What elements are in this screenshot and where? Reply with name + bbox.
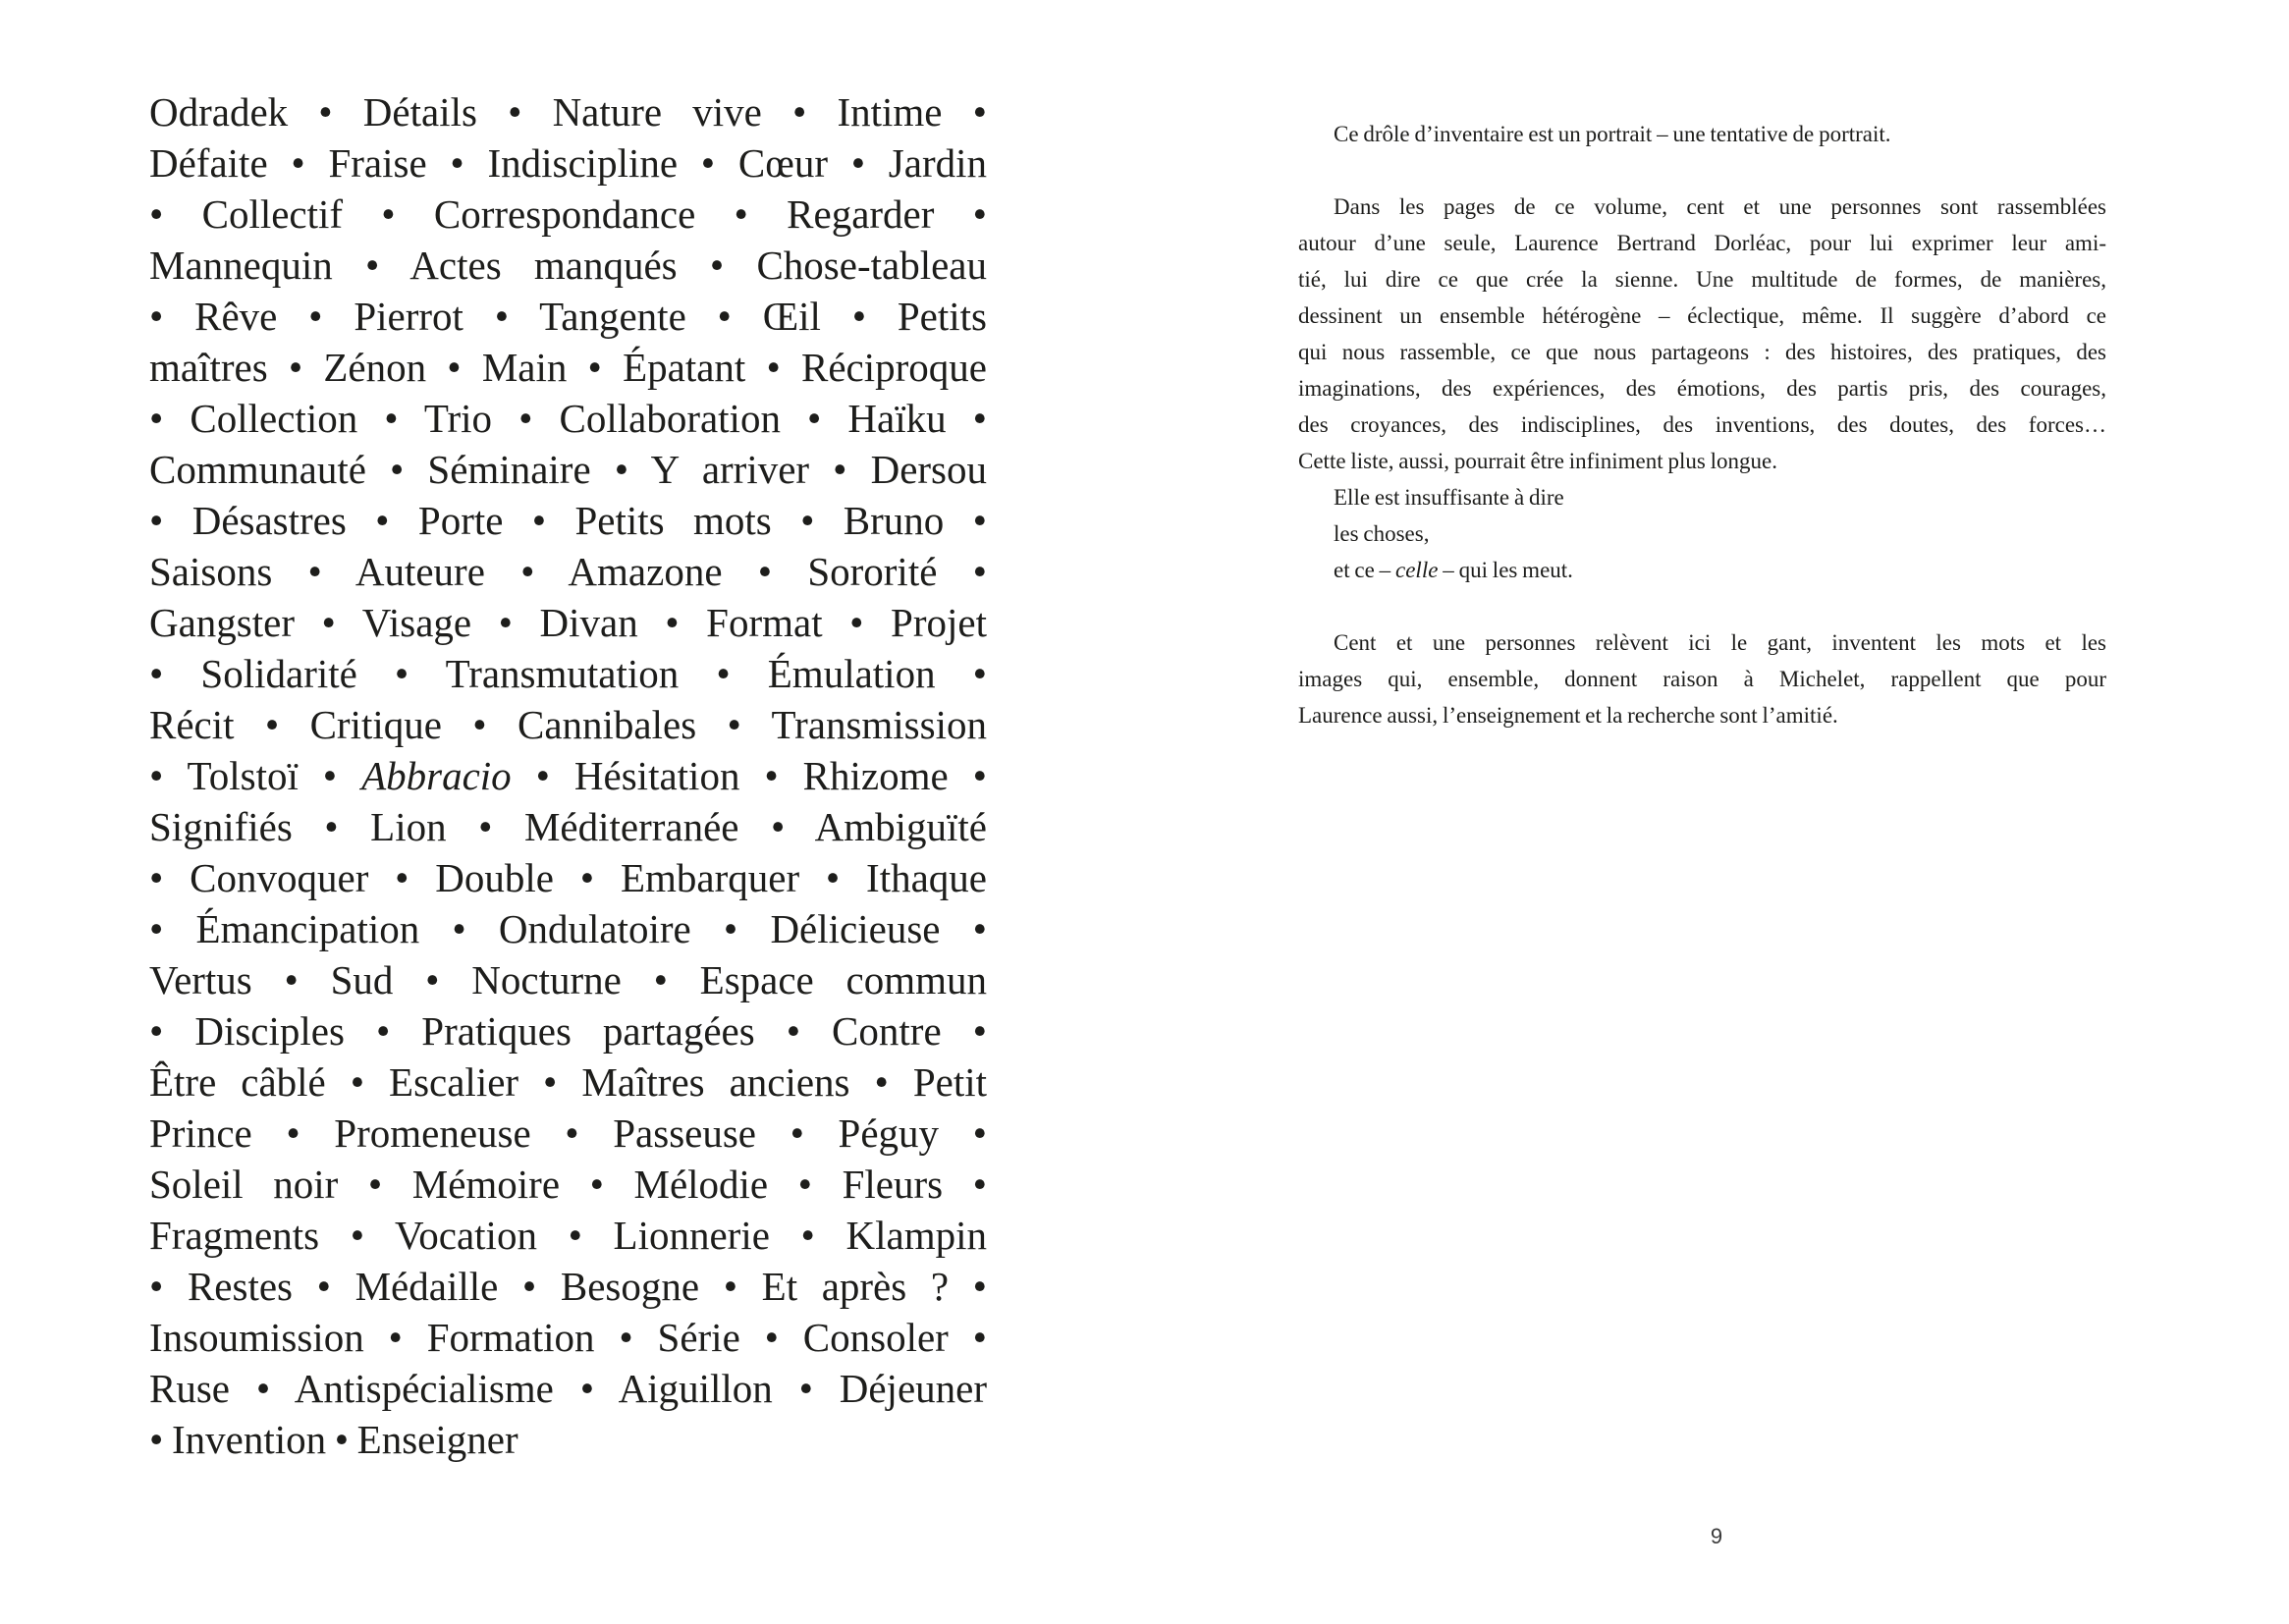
word-list-line: • Désastres • Porte • Petits mots • Bruno • bbox=[149, 498, 987, 543]
paragraph-line: imaginations, des expériences, des émotions, des partis pris, des courages, bbox=[1298, 376, 2106, 401]
word-list-line: • Convoquer • Double • Embarquer • Ithaque bbox=[149, 855, 987, 900]
paragraph-line: Cent et une personnes relèvent ici le gant, inventent les mots et les bbox=[1334, 630, 2106, 655]
word-list-line: Mannequin • Actes manqués • Chose-tableau bbox=[149, 243, 987, 288]
word-list-line: Gangster • Visage • Divan • Format • Projet bbox=[149, 600, 987, 645]
paragraph-line: Elle est insuffisante à dire bbox=[1334, 485, 1564, 510]
paragraph-line: tié, lui dire ce que crée la sienne. Une multitude de formes, de manières, bbox=[1298, 267, 2106, 292]
word-list-line: Prince • Promeneuse • Passeuse • Péguy • bbox=[149, 1110, 987, 1156]
paragraph-line: autour d’une seule, Laurence Bertrand Dorléac, pour lui exprimer leur ami- bbox=[1298, 231, 2106, 255]
word-list-line: • Tolstoï • Abbracio • Hésitation • Rhizome • bbox=[149, 753, 987, 798]
right-page-introduction bbox=[1298, 116, 2106, 733]
word-list-line: Vertus • Sud • Nocturne • Espace commun bbox=[149, 957, 987, 1002]
word-list-line: Communauté • Séminaire • Y arriver • Dersou bbox=[149, 447, 987, 492]
paragraph-spacer bbox=[1298, 152, 2106, 189]
word-list-line: maîtres • Zénon • Main • Épatant • Réciproque bbox=[149, 345, 987, 390]
word-list-line: Insoumission • Formation • Série • Consoler • bbox=[149, 1315, 987, 1360]
paragraph-line: les choses, bbox=[1334, 521, 1430, 546]
word-list-line: • Invention • Enseigner bbox=[149, 1417, 518, 1462]
paragraph-line: images qui, ensemble, donnent raison à Michelet, rappellent que pour bbox=[1298, 667, 2106, 691]
word-list-line: Ruse • Antispécialisme • Aiguillon • Déjeuner bbox=[149, 1366, 987, 1411]
paragraph-line: Cette liste, aussi, pourrait être infiniment plus longue. bbox=[1298, 449, 1777, 473]
word-list-line: Signifiés • Lion • Méditerranée • Ambiguïté bbox=[149, 804, 987, 849]
word-list-line: • Solidarité • Transmutation • Émulation • bbox=[149, 651, 987, 696]
paragraph-line: qui nous rassemble, ce que nous partageons : des histoires, des pratiques, des bbox=[1298, 340, 2106, 364]
paragraph-line: des croyances, des indisciplines, des inventions, des doutes, des forces… bbox=[1298, 412, 2106, 437]
paragraph-line: Laurence aussi, l’enseignement et la recherche sont l’amitié. bbox=[1298, 703, 1838, 728]
paragraph-line: Ce drôle d’inventaire est un portrait – une tentative de portrait. bbox=[1334, 122, 1891, 146]
word-list-line: Odradek • Détails • Nature vive • Intime • bbox=[149, 89, 987, 135]
italic-word: celle bbox=[1395, 558, 1439, 582]
paragraph-line: et ce – celle – qui les meut. bbox=[1334, 558, 1573, 582]
left-page-word-inventory bbox=[149, 86, 987, 1465]
word-list-line: Saisons • Auteure • Amazone • Sororité • bbox=[149, 549, 987, 594]
word-list-line: • Collectif • Correspondance • Regarder • bbox=[149, 191, 987, 237]
word-list-line: • Restes • Médaille • Besogne • Et après ? • bbox=[149, 1264, 987, 1309]
word-list-line: • Émancipation • Ondulatoire • Délicieuse • bbox=[149, 906, 987, 951]
word-list-line: Fragments • Vocation • Lionnerie • Klampin bbox=[149, 1213, 987, 1258]
word-list-line: • Disciples • Pratiques partagées • Contre • bbox=[149, 1008, 987, 1054]
italic-word: Abbracio bbox=[361, 753, 512, 798]
word-list-line: Défaite • Fraise • Indiscipline • Cœur • Jardin bbox=[149, 140, 987, 186]
word-list-line: • Collection • Trio • Collaboration • Haïku • bbox=[149, 396, 987, 441]
word-list-line: Être câblé • Escalier • Maîtres anciens • Petit bbox=[149, 1059, 987, 1105]
paragraph-line: dessinent un ensemble hétérogène – éclectique, même. Il suggère d’abord ce bbox=[1298, 303, 2106, 328]
page-number: 9 bbox=[1710, 1524, 1723, 1548]
word-list-line: • Rêve • Pierrot • Tangente • Œil • Petits bbox=[149, 294, 987, 339]
paragraph-spacer bbox=[1298, 588, 2106, 624]
word-list-line: Récit • Critique • Cannibales • Transmission bbox=[149, 702, 987, 747]
word-list-line: Soleil noir • Mémoire • Mélodie • Fleurs • bbox=[149, 1162, 987, 1207]
paragraph-line: Dans les pages de ce volume, cent et une personnes sont rassemblées bbox=[1334, 194, 2106, 219]
